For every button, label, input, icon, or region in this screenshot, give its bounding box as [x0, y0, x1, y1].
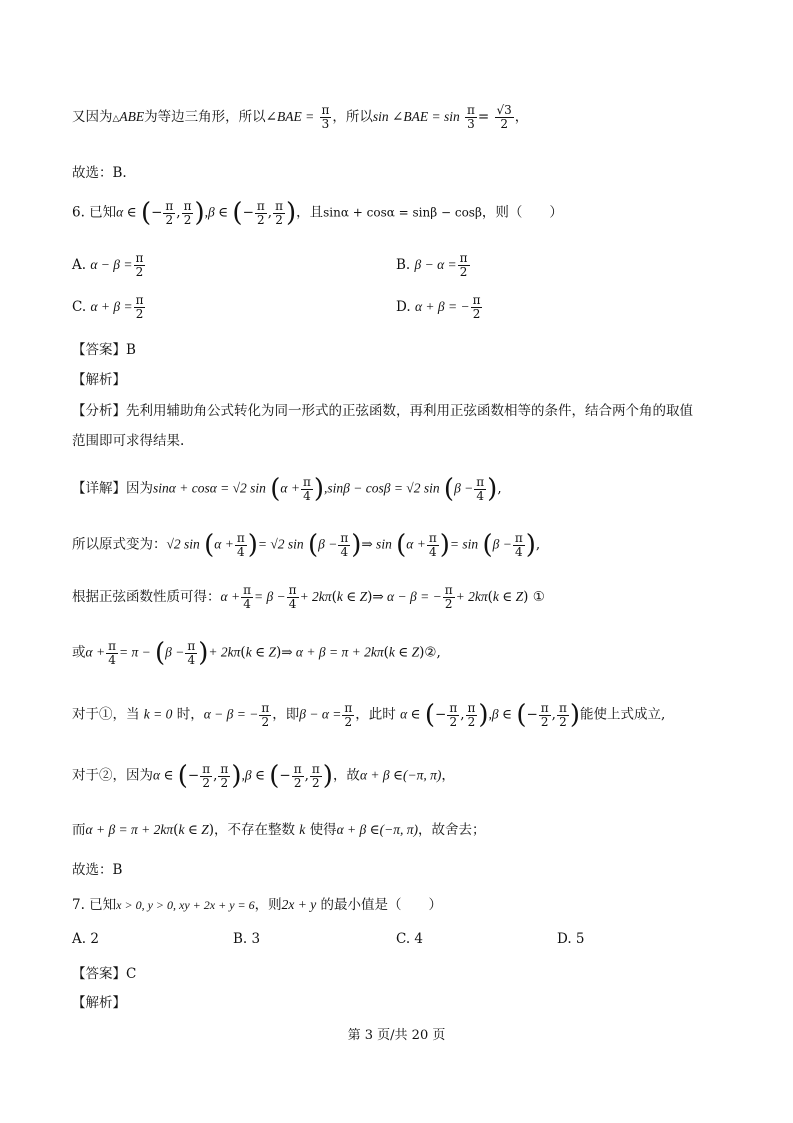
option-a: A. α − β = $\frac{\pi}{2}$	[72, 251, 144, 279]
option-c: C. α + β = $\frac{\pi}{2}$	[72, 293, 144, 321]
choose-line-1: 故选：B.	[72, 165, 127, 181]
analysis-line-1: 【分析】先利用辅助角公式转化为同一形式的正弦函数，再利用正弦函数相等的条件，结合两个角的取值	[72, 403, 693, 419]
option-b: B. β − α = $\frac{\pi}{2}$	[396, 251, 468, 279]
detail-line-2: 所以原式变为：√2 sin (α + $\frac{\pi}{4}$ )= √2 sin (β − $\frac{\pi}{4}$ )⇒ sin (α + $\frac{\pi}{4}$ )= sin (β − $\frac{\pi}{4}$ ),	[72, 530, 541, 560]
choose-line-6: 故选：B	[72, 862, 123, 878]
detail-line-7: 而α + β = π + 2kπ(k ∈ Z)，不存在整数 k 使得α + β ∈(−π, π)，故舍去；	[72, 822, 486, 838]
question-6: 6. 已知α ∈ (− $\frac{\pi}{2}$ , $\frac{\pi}{2}$ ),β ∈ (− $\frac{\pi}{2}$ , $\frac{\pi}{2}$ )，且sinα + cosα = sinβ − cosβ，则（ ）	[72, 198, 563, 228]
option-d: D. α + β = − $\frac{\pi}{2}$	[396, 293, 481, 321]
analysis-line-2: 范围即可求得结果.	[72, 433, 185, 449]
page-number: 第 3 页/共 20 页	[347, 1028, 446, 1043]
analysis-head-7: 【解析】	[72, 995, 126, 1011]
q7-option-c: C. 4	[396, 931, 424, 947]
q7-option-a: A. 2	[72, 931, 99, 947]
detail-line-4: 或α + $\frac{\pi}{4}$ = π − (β − $\frac{\pi}{4}$ )+ 2kπ(k ∈ Z)⇒ α + β = π + 2kπ(k ∈ Z)②,	[72, 638, 441, 668]
q7-option-d: D. 5	[557, 931, 585, 947]
detail-line-5: 对于①，当 k = 0 时，α − β = − $\frac{\pi}{2}$ ，即β − α = $\frac{\pi}{2}$ ，此时 α ∈ (− $\frac{\pi}{2}$ , $\frac{\pi}{2}$ ),β ∈ (− $\frac{\pi}{2}$ , $\frac{\pi}{2}$ )能使上式成立,	[72, 700, 666, 730]
detail-line-1: 【详解】因为sinα + cosα = √2 sin (α + $\frac{\pi}{4}$ ),sinβ − cosβ = √2 sin (β − $\frac{\pi}{4}$ ),	[72, 474, 502, 504]
question-7: 7. 已知x > 0, y > 0, xy + 2x + y = 6，则2x + y 的最小值是（ ）	[72, 897, 443, 913]
answer-7: 【答案】C	[72, 966, 137, 982]
text-line-triangle: 又因为△ABE为等边三角形，所以∠BAE = $\frac{\pi}{3}$ ，所以sin ∠BAE = sin $\frac{\pi}{3}$ = $\frac{√3}{2}$ ，	[72, 103, 529, 131]
analysis-head-6: 【解析】	[72, 372, 126, 388]
detail-line-6: 对于②，因为α ∈ (− $\frac{\pi}{2}$ , $\frac{\pi}{2}$ ),β ∈ (− $\frac{\pi}{2}$ , $\frac{\pi}{2}$ )，故α + β ∈(−π, π)，	[72, 761, 455, 791]
answer-6: 【答案】B	[72, 342, 136, 358]
detail-line-3: 根据正弦函数性质可得：α + $\frac{\pi}{4}$ = β − $\frac{\pi}{4}$ + 2kπ(k ∈ Z)⇒ α − β = − $\frac{\pi}{2}$ + 2kπ(k ∈ Z) ①	[72, 583, 545, 611]
q7-option-b: B. 3	[233, 931, 261, 947]
